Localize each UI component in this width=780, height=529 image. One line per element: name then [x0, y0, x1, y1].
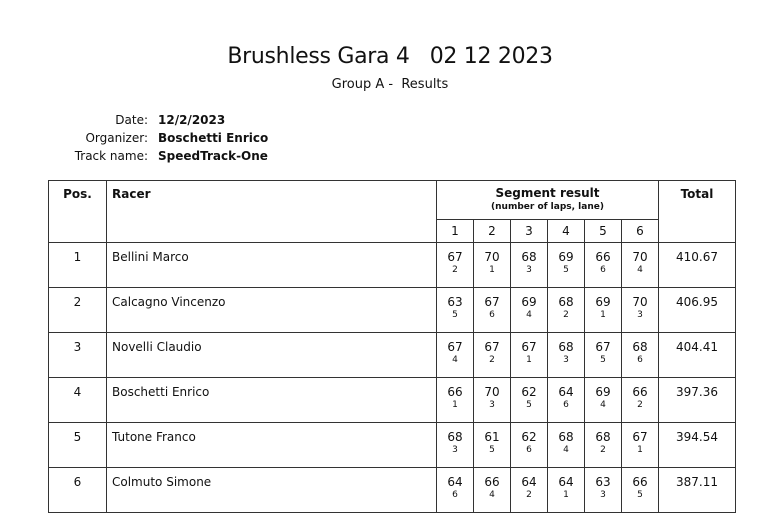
- segment-lane: 1: [452, 400, 458, 410]
- segment-cell: [474, 468, 511, 513]
- table-row: [49, 423, 736, 468]
- segment-lane: 4: [489, 490, 495, 500]
- segment-laps: 68: [595, 430, 611, 444]
- segment-cell: [622, 468, 659, 513]
- page-subtitle: Group A - Results: [331, 77, 449, 92]
- segment-cell: [437, 468, 474, 513]
- segment-laps: 70: [484, 385, 500, 399]
- segment-lane: 5: [563, 265, 569, 275]
- segment-laps: 62: [521, 385, 537, 399]
- results-table: [48, 180, 736, 513]
- segment-lane: 3: [637, 310, 643, 320]
- segment-lane: 5: [452, 310, 458, 320]
- segment-lane: 2: [600, 445, 606, 455]
- segment-laps: 68: [558, 340, 574, 354]
- table-row: [49, 378, 736, 423]
- segment-cell: [511, 468, 548, 513]
- segment-laps: 67: [484, 295, 500, 309]
- page-title: Brushless Gara 4 02 12 2023: [227, 44, 553, 69]
- row-pos: 4: [49, 378, 107, 423]
- segment-laps: 67: [484, 340, 500, 354]
- segment-lane: 6: [600, 265, 606, 275]
- segment-cell: [474, 288, 511, 333]
- row-total: 397.36: [659, 378, 736, 423]
- segment-laps: 68: [447, 430, 463, 444]
- segment-laps: 69: [521, 295, 537, 309]
- segment-number: 5: [585, 220, 622, 243]
- row-pos: 3: [49, 333, 107, 378]
- segment-laps: 66: [595, 250, 611, 264]
- segment-cell: [585, 243, 622, 288]
- segment-laps: 66: [447, 385, 463, 399]
- segment-lane: 1: [526, 355, 532, 365]
- header-total: Total: [659, 181, 736, 243]
- row-racer: Novelli Claudio: [107, 333, 437, 378]
- segment-lane: 3: [489, 400, 495, 410]
- segment-laps: 66: [632, 475, 648, 489]
- info-label: Track name:: [74, 149, 148, 163]
- segment-lane: 3: [563, 355, 569, 365]
- segment-cell: [511, 378, 548, 423]
- segment-cell: [511, 243, 548, 288]
- segment-cell: [511, 288, 548, 333]
- segment-lane: 2: [526, 490, 532, 500]
- segment-laps: 64: [447, 475, 463, 489]
- segment-cell: [548, 378, 585, 423]
- segment-laps: 69: [595, 295, 611, 309]
- segment-cell: [585, 378, 622, 423]
- row-racer: Bellini Marco: [107, 243, 437, 288]
- segment-laps: 70: [484, 250, 500, 264]
- segment-cell: [511, 423, 548, 468]
- segment-lane: 6: [452, 490, 458, 500]
- segment-laps: 62: [521, 430, 537, 444]
- row-total: 387.11: [659, 468, 736, 513]
- segment-cell: [437, 333, 474, 378]
- row-racer: Calcagno Vincenzo: [107, 288, 437, 333]
- segment-cell: [437, 378, 474, 423]
- segment-lane: 3: [452, 445, 458, 455]
- info-label: Date:: [115, 113, 148, 127]
- segment-laps: 67: [447, 340, 463, 354]
- segment-lane: 5: [600, 355, 606, 365]
- segment-lane: 1: [600, 310, 606, 320]
- segment-cell: [585, 288, 622, 333]
- segment-lane: 6: [563, 400, 569, 410]
- row-pos: 1: [49, 243, 107, 288]
- race-info: [60, 111, 268, 165]
- segment-laps: 61: [484, 430, 500, 444]
- segment-cell: [474, 423, 511, 468]
- segment-laps: 63: [447, 295, 463, 309]
- segment-laps: 66: [632, 385, 648, 399]
- segment-cell: [548, 288, 585, 333]
- segment-cell: [548, 243, 585, 288]
- segment-laps: 67: [632, 430, 648, 444]
- segment-lane: 4: [600, 400, 606, 410]
- table-row: [49, 333, 736, 378]
- segment-lane: 1: [563, 490, 569, 500]
- segment-lane: 2: [637, 400, 643, 410]
- row-total: 394.54: [659, 423, 736, 468]
- segment-lane: 5: [489, 445, 495, 455]
- segment-laps: 66: [484, 475, 500, 489]
- segment-laps: 68: [558, 295, 574, 309]
- segment-laps: 70: [632, 295, 648, 309]
- segment-lane: 4: [563, 445, 569, 455]
- segment-number: 6: [622, 220, 659, 243]
- header-row: [49, 181, 736, 220]
- row-racer: Tutone Franco: [107, 423, 437, 468]
- segment-cell: [622, 378, 659, 423]
- segment-laps: 63: [595, 475, 611, 489]
- table-row: [49, 468, 736, 513]
- segment-number: 1: [437, 220, 474, 243]
- segment-lane: 4: [452, 355, 458, 365]
- row-total: 410.67: [659, 243, 736, 288]
- segment-cell: [474, 333, 511, 378]
- segment-cell: [548, 468, 585, 513]
- segment-lane: 6: [489, 310, 495, 320]
- row-racer: Colmuto Simone: [107, 468, 437, 513]
- info-row-organizer: [60, 129, 268, 147]
- segment-lane: 4: [526, 310, 532, 320]
- header-segment-title: Segment result: [495, 186, 600, 200]
- segment-laps: 69: [595, 385, 611, 399]
- segment-lane: 1: [489, 265, 495, 275]
- segment-cell: [622, 423, 659, 468]
- segment-cell: [437, 423, 474, 468]
- segment-laps: 67: [595, 340, 611, 354]
- segment-lane: 6: [526, 445, 532, 455]
- segment-laps: 68: [521, 250, 537, 264]
- segment-number: 4: [548, 220, 585, 243]
- segment-number: 3: [511, 220, 548, 243]
- segment-laps: 68: [632, 340, 648, 354]
- info-label: Organizer:: [85, 131, 148, 145]
- segment-cell: [585, 468, 622, 513]
- header-racer: Racer: [107, 181, 437, 243]
- segment-lane: 5: [637, 490, 643, 500]
- info-row-track: [60, 147, 268, 165]
- header-segment-subtitle: (number of laps, lane): [491, 202, 604, 212]
- segment-lane: 4: [637, 265, 643, 275]
- segment-lane: 3: [600, 490, 606, 500]
- header-pos: Pos.: [49, 181, 107, 243]
- header-segment: [437, 181, 659, 220]
- segment-cell: [474, 243, 511, 288]
- row-total: 406.95: [659, 288, 736, 333]
- row-total: 404.41: [659, 333, 736, 378]
- segment-number: 2: [474, 220, 511, 243]
- segment-laps: 69: [558, 250, 574, 264]
- segment-lane: 2: [489, 355, 495, 365]
- info-row-date: [60, 111, 268, 129]
- segment-cell: [474, 378, 511, 423]
- segment-cell: [622, 243, 659, 288]
- info-value: Boschetti Enrico: [158, 131, 269, 145]
- segment-cell: [437, 243, 474, 288]
- segment-laps: 64: [558, 385, 574, 399]
- segment-laps: 67: [447, 250, 463, 264]
- segment-cell: [622, 333, 659, 378]
- info-value: 12/2/2023: [158, 113, 226, 127]
- segment-cell: [548, 423, 585, 468]
- segment-laps: 68: [558, 430, 574, 444]
- segment-laps: 70: [632, 250, 648, 264]
- segment-lane: 2: [452, 265, 458, 275]
- segment-cell: [511, 333, 548, 378]
- row-pos: 5: [49, 423, 107, 468]
- segment-laps: 64: [558, 475, 574, 489]
- segment-cell: [622, 288, 659, 333]
- segment-lane: 5: [526, 400, 532, 410]
- segment-cell: [585, 423, 622, 468]
- table-row: [49, 243, 736, 288]
- segment-lane: 2: [563, 310, 569, 320]
- segment-lane: 1: [637, 445, 643, 455]
- row-pos: 2: [49, 288, 107, 333]
- segment-laps: 64: [521, 475, 537, 489]
- row-racer: Boschetti Enrico: [107, 378, 437, 423]
- info-value: SpeedTrack-One: [158, 149, 268, 163]
- segment-lane: 6: [637, 355, 643, 365]
- segment-cell: [437, 288, 474, 333]
- segment-cell: [548, 333, 585, 378]
- table-row: [49, 288, 736, 333]
- results-body: [49, 243, 736, 513]
- segment-cell: [585, 333, 622, 378]
- segment-laps: 67: [521, 340, 537, 354]
- segment-lane: 3: [526, 265, 532, 275]
- row-pos: 6: [49, 468, 107, 513]
